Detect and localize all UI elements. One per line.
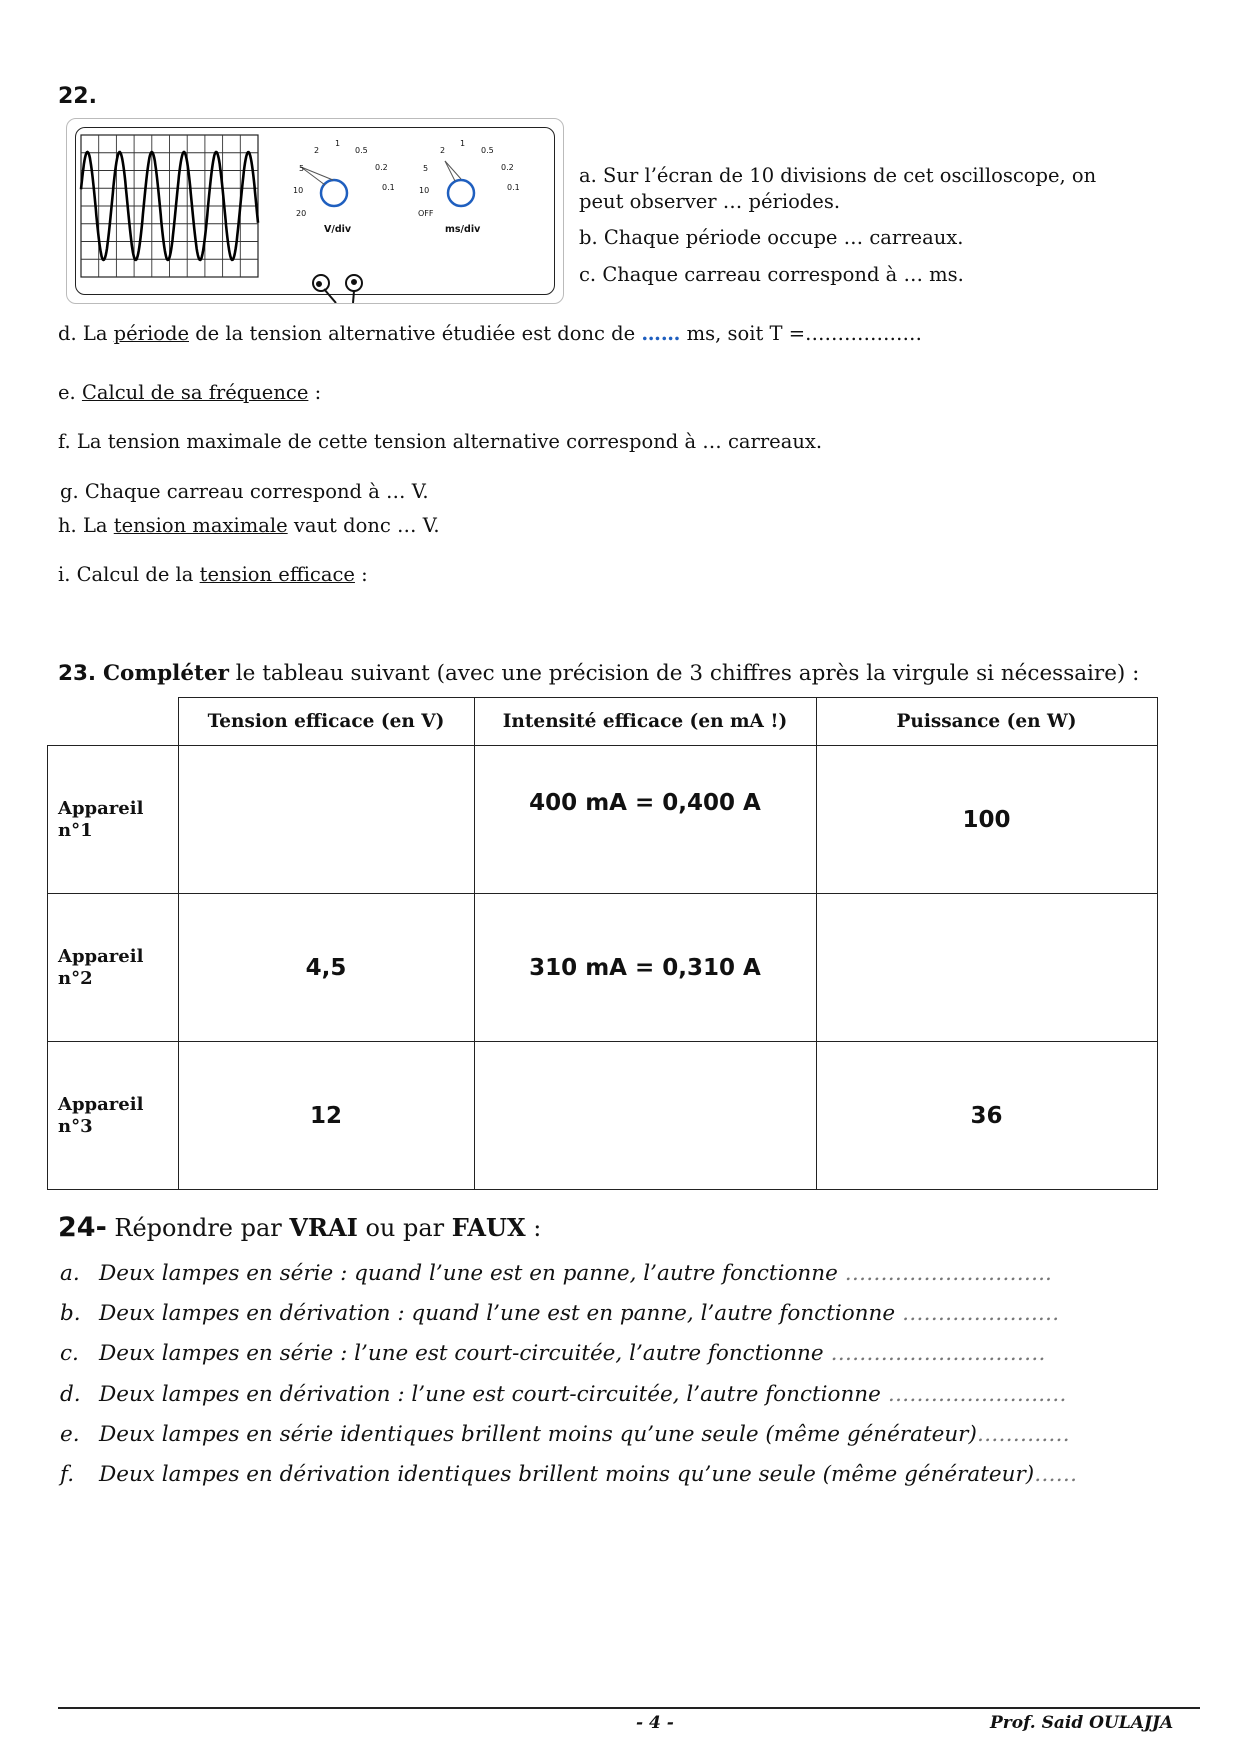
header-intensite: Intensité efficace (en mA !)	[474, 698, 816, 746]
cell-intensite[interactable]: 400 mA = 0,400 A	[474, 746, 816, 894]
cell-tension[interactable]	[178, 746, 474, 894]
svg-text:0.2: 0.2	[375, 163, 388, 172]
row-label: Appareil n°3	[48, 1042, 179, 1190]
q22-item-a-line1: a. Sur l’écran de 10 divisions de cet oscilloscope, on	[579, 164, 1097, 187]
row-label: Appareil n°2	[48, 894, 179, 1042]
q22-e-post: :	[308, 381, 322, 404]
svg-text:1: 1	[335, 139, 341, 148]
svg-text:0.1: 0.1	[382, 183, 395, 192]
table-row	[48, 894, 1158, 1042]
svg-text:ms/div: ms/div	[445, 224, 481, 235]
q22-item-c: c. Chaque carreau correspond à … ms.	[579, 263, 964, 286]
answer-blank[interactable]: ………………………..	[844, 1261, 1052, 1286]
svg-text:5: 5	[299, 164, 305, 173]
svg-text:10: 10	[419, 186, 430, 195]
q22-d-mid: de la tension alternative étudiée est donc de	[189, 322, 642, 345]
q22-item-h	[58, 513, 440, 539]
svg-text:20: 20	[296, 209, 307, 218]
list-item: c. Deux lampes en série : l’une est court-circuitée, l’autre fonctionne …………………………	[60, 1341, 1046, 1366]
q22-i-underlined: tension efficace	[199, 563, 355, 586]
answer-blank[interactable]: ……	[1034, 1462, 1078, 1487]
question-23-number: 23.	[58, 661, 97, 686]
q22-d-blue-dots: ……	[641, 322, 681, 345]
footer-divider	[58, 1707, 1200, 1709]
question-24-mid: ou par	[357, 1214, 452, 1242]
q22-e-underlined: Calcul de sa fréquence	[81, 381, 309, 404]
question-23-verb: Compléter	[102, 661, 229, 686]
oscilloscope-figure	[66, 118, 564, 304]
question-24-post: :	[525, 1214, 542, 1242]
oscilloscope-screen	[81, 135, 258, 277]
table-row	[48, 746, 1158, 894]
row-label: Appareil n°1	[48, 746, 179, 894]
answer-blank[interactable]: …………………………	[830, 1341, 1046, 1366]
q22-item-a-line2: peut observer … périodes.	[579, 190, 841, 213]
q22-h-pre: h. La	[58, 514, 114, 537]
q22-item-g: g. Chaque carreau correspond à … V.	[60, 480, 429, 503]
table-corner	[48, 698, 179, 746]
svg-text:V/div: V/div	[324, 224, 352, 235]
svg-text:5: 5	[423, 164, 429, 173]
q22-h-post: vaut donc … V.	[287, 514, 440, 537]
question-24-faux: FAUX	[451, 1213, 526, 1242]
question-24-instruction	[58, 1212, 541, 1243]
svg-text:1: 1	[460, 139, 466, 148]
svg-text:0.2: 0.2	[501, 163, 514, 172]
svg-text:0.5: 0.5	[481, 146, 494, 155]
q22-i-pre: i. Calcul de la	[58, 563, 200, 586]
list-item: e. Deux lampes en série identiques brillent moins qu’une seule (même générateur)……….…	[60, 1422, 1070, 1447]
cell-tension[interactable]: 12	[178, 1042, 474, 1190]
answer-blank[interactable]: ……….…	[976, 1422, 1070, 1447]
cell-intensite[interactable]: 310 mA = 0,310 A	[474, 894, 816, 1042]
svg-text:0.5: 0.5	[355, 146, 368, 155]
svg-text:10: 10	[293, 186, 304, 195]
table-header-row	[48, 698, 1158, 746]
header-tension: Tension efficace (en V)	[178, 698, 474, 746]
cell-puissance[interactable]: 36	[816, 1042, 1157, 1190]
power-table	[47, 697, 1158, 1190]
list-item: d. Deux lampes en dérivation : l’une est court-circuitée, l’autre fonctionne ………………….…	[60, 1382, 1067, 1407]
question-23-rest: le tableau suivant (avec une précision de 3 chiffres après la virgule si nécessaire) :	[228, 661, 1140, 686]
cell-intensite[interactable]	[474, 1042, 816, 1190]
question-24-number: 24-	[58, 1212, 107, 1243]
oscilloscope-drawing	[67, 119, 563, 303]
time-knob	[418, 139, 520, 235]
answer-blank[interactable]: ……………….…	[901, 1301, 1060, 1326]
connector-jacks	[313, 275, 362, 303]
table-row	[48, 1042, 1158, 1190]
footer-author: Prof. Said OULAJJA	[990, 1713, 1174, 1733]
footer-page-number: - 4 -	[636, 1713, 674, 1733]
q22-d-underlined: période	[113, 322, 189, 345]
q22-item-d	[58, 321, 922, 347]
list-item: f. Deux lampes en dérivation identiques brillent moins qu’une seule (même générateur)……	[60, 1462, 1078, 1487]
q22-d-post: ms, soit T =………………	[680, 322, 923, 345]
svg-text:2: 2	[314, 146, 320, 155]
cell-puissance[interactable]	[816, 894, 1157, 1042]
q22-h-underlined: tension maximale	[113, 514, 288, 537]
q22-i-post: :	[354, 563, 368, 586]
list-item: b. Deux lampes en dérivation : quand l’une est en panne, l’autre fonctionne ……………….…	[60, 1301, 1060, 1326]
list-item: a. Deux lampes en série : quand l’une est en panne, l’autre fonctionne ………………………..	[60, 1261, 1052, 1286]
svg-text:0.1: 0.1	[507, 183, 520, 192]
question-23-instruction	[58, 661, 1139, 686]
svg-text:OFF: OFF	[418, 209, 434, 218]
cell-tension[interactable]: 4,5	[178, 894, 474, 1042]
answer-blank[interactable]: ………………….…	[887, 1382, 1067, 1407]
question-24-vrai: VRAI	[289, 1213, 358, 1242]
q22-e-pre: e.	[58, 381, 82, 404]
q22-item-b: b. Chaque période occupe … carreaux.	[579, 226, 964, 249]
cell-puissance[interactable]: 100	[816, 746, 1157, 894]
volt-knob	[293, 139, 395, 235]
q22-item-e	[58, 380, 321, 406]
question-22-number: 22.	[58, 84, 97, 109]
q22-item-i	[58, 562, 368, 588]
svg-text:2: 2	[440, 146, 446, 155]
question-24-pre: Répondre par	[106, 1214, 290, 1242]
q22-d-pre: d. La	[58, 322, 114, 345]
header-puissance: Puissance (en W)	[816, 698, 1157, 746]
q22-item-f: f. La tension maximale de cette tension alternative correspond à … carreaux.	[58, 430, 823, 453]
